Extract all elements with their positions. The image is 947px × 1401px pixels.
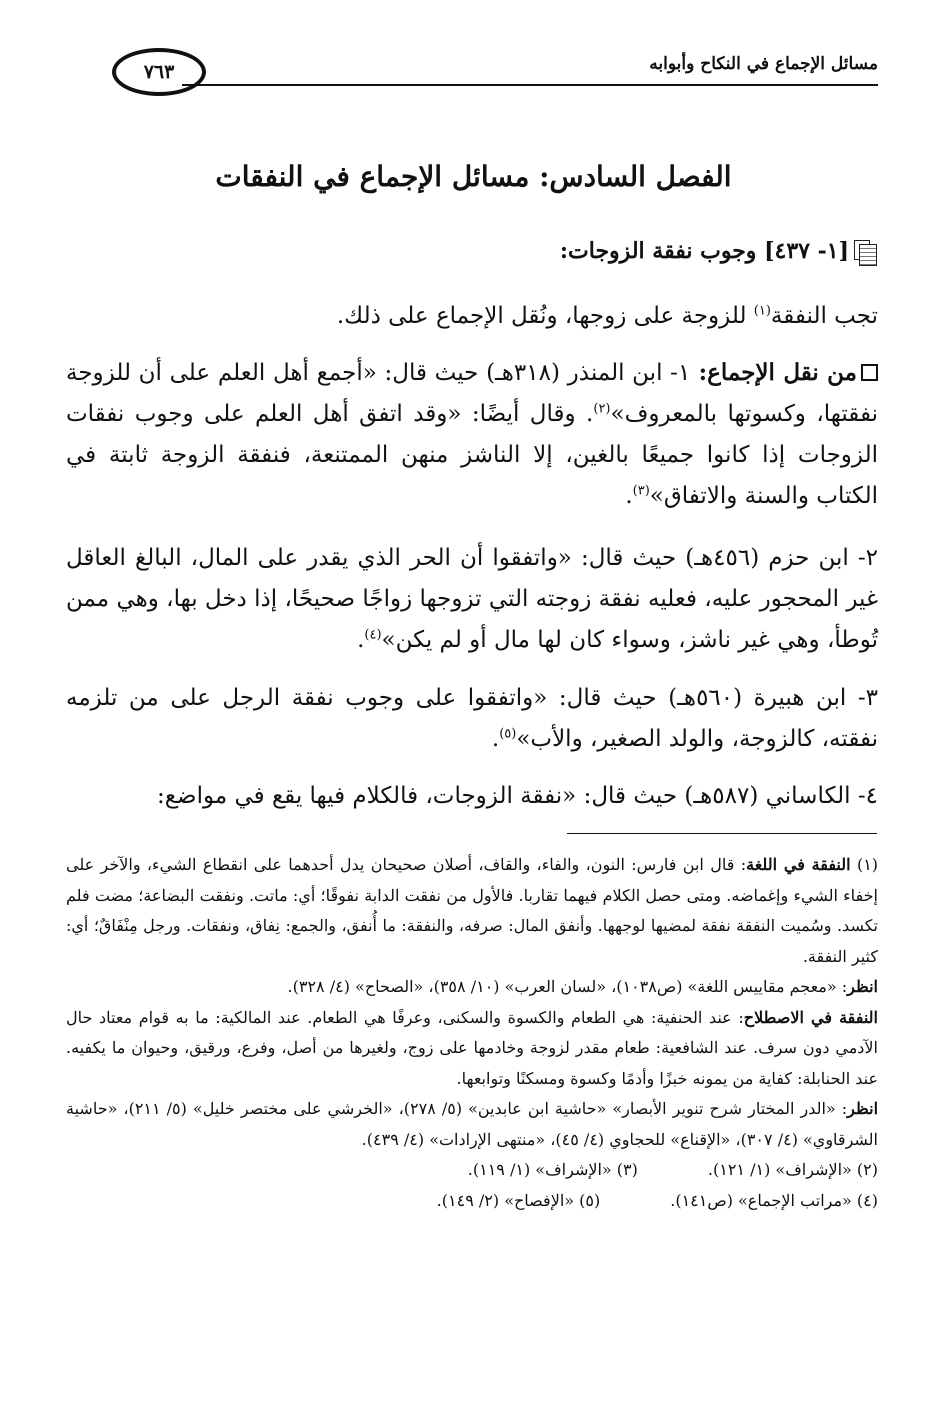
text-run: . <box>491 726 500 752</box>
text-run: ٢- ابن حزم (٤٥٦هـ) حيث قال: «واتفقوا أن الحر الذي يقدر على المال، البالغ العاقل غير المحجور عليه، فعليه نفقة زوجته التي تزوجها زواجًا صحيحًا، إذا دخل بها، وهي ممن تُوطأ، وهي غير ناشز، وسواء كان لها مال أو لم يكن» <box>66 545 878 653</box>
running-header <box>112 48 878 100</box>
paragraph-ruling <box>66 296 878 337</box>
text-run: تجب النفقة <box>770 303 878 329</box>
page-number-badge <box>112 48 206 96</box>
footnote-1-refs <box>66 972 878 1003</box>
section-lead: من نقل الإجماع: <box>690 359 857 386</box>
footnote-1 <box>66 850 878 972</box>
footnote-row <box>66 1186 878 1217</box>
footnote-ref[interactable]: (٤) <box>364 627 382 643</box>
header-rule <box>182 84 878 86</box>
paragraph-ibn-hubayra <box>66 678 878 760</box>
footnote-text: : عند الحنفية: هي الطعام والكسوة والسكنى، وعرفًا هي الطعام. عند المالكية: ما به قوام معتاد حال الآدمي دون سرف. عند الشافعية: طعام مقدر لزوجة وخادمها على زوج، ولغيرها من أصل، وفرع، ورقيق، وحيوان ما يكفيه. عند الحنابلة: كفاية من يمونه خبزًا وأدمًا وكسوة ومسكنًا وتوابعها. <box>66 1007 878 1088</box>
text-run: . وقال أيضًا: «وقد اتفق أهل العلم على وجوب نفقات الزوجات إذا كانوا جميعًا بالغين، إلا الناشز منهن الممتنعة، فنفقة الزوجة ثابتة في الكتاب والسنة والاتفاق» <box>66 401 878 509</box>
running-title: مسائل الإجماع في النكاح وأبوابه <box>649 54 878 74</box>
footnote-ref[interactable]: (١) <box>753 303 771 319</box>
footnote-label: انظر <box>847 1099 879 1118</box>
paragraph-ibn-hazm <box>66 538 878 661</box>
footnote-separator <box>567 833 877 834</box>
text-run: للزوجة على زوجها، ونُقل الإجماع على ذلك. <box>336 303 754 329</box>
footnote-number: (١) <box>850 855 879 874</box>
text-run: . <box>357 627 365 653</box>
footnote-label: انظر <box>847 977 878 996</box>
paragraph-alkasani: ٤- الكاساني (٥٨٧هـ) حيث قال: «نفقة الزوجات، فالكلام فيها يقع في مواضع: <box>157 783 878 809</box>
text-run: . <box>625 483 633 509</box>
footnote-2: (٢) «الإشراف» (١/ ١٢١). <box>707 1160 878 1179</box>
footnote-3: (٣) «الإشراف» (١/ ١١٩). <box>467 1160 638 1179</box>
footnote-text: : قال ابن فارس: النون، والفاء، والقاف، أصلان صحيحان يدل أحدهما على انقطاع الشيء، والآخر على إخفاء الشيء وإغماضه. ومتى حصل الكلام فيهما تقاربا. فالأول من نفقت الدابة نفوقًا؛ أي: ماتت. ونفقت البضاعة؛ مضت فلم تكسد. وسُميت النفقة نفقة لمضيها لوجهها. وأنفق المال: صرفه، والنفقة: ما أُنفق، والجمع: نِفاق، ونفقات. ورجل مِنْفَاقٌ؛ أي: كثير النفقة. <box>66 855 878 966</box>
footnote-label: النفقة في اللغة <box>746 855 851 874</box>
text-run: ١- ابن المنذر (٣١٨هـ) حيث قال: «أجمع أهل العلم على أن للزوجة نفقتها، وكسوتها بالمعروف» <box>66 360 878 427</box>
footnote-text: : «الدر المختار شرح تنوير الأبصار» «حاشية ابن عابدين» (٥/ ٢٧٨)، «الخرشي على مختصر خليل» (٥/ ٢١١)، «حاشية الشرقاوي» (٤/ ٣٠٧)، «الإقناع» للحجاوي (٤/ ٤٥)، «منتهى الإرادات» (٤/ ٤٣٩). <box>66 1099 878 1149</box>
footnote-row <box>66 1155 878 1186</box>
issue-title: [١- ٤٣٧] وجوب نفقة الزوجات: <box>559 238 849 264</box>
footnote-ref[interactable]: (٥) <box>499 726 517 742</box>
text-run: ٣- ابن هبيرة (٥٦٠هـ) حيث قال: «واتفقوا على وجوب نفقة الرجل على من تلزمه نفقته، كالزوجة، والولد الصغير، والأب» <box>66 685 878 752</box>
chapter-title: الفصل السادس: مسائل الإجماع في النفقات <box>215 160 732 193</box>
footnote-1-definition <box>66 1003 878 1095</box>
footnote-label: النفقة في الاصطلاح <box>743 1007 878 1027</box>
footnote-text: : «معجم مقاييس اللغة» (ص١٠٣٨)، «لسان العرب» (١٠/ ٣٥٨)، «الصحاح» (٤/ ٣٢٨). <box>287 977 848 996</box>
page-number: ٧٦٣ <box>143 61 175 83</box>
footnote-ref[interactable]: (٢) <box>593 401 611 417</box>
square-bullet-icon <box>861 364 878 381</box>
issue-heading <box>57 238 877 278</box>
footnote-4: (٤) «مراتب الإجماع» (ص١٤١). <box>670 1190 878 1210</box>
paragraph-ibn-almundhir <box>66 352 878 517</box>
footnote-5: (٥) «الإفصاح» (٢/ ١٤٩). <box>436 1190 601 1210</box>
footnote-ref[interactable]: (٣) <box>632 483 650 499</box>
footnotes <box>66 850 878 1216</box>
footnote-1-definition-refs <box>66 1094 878 1155</box>
document-copy-icon <box>859 244 877 266</box>
